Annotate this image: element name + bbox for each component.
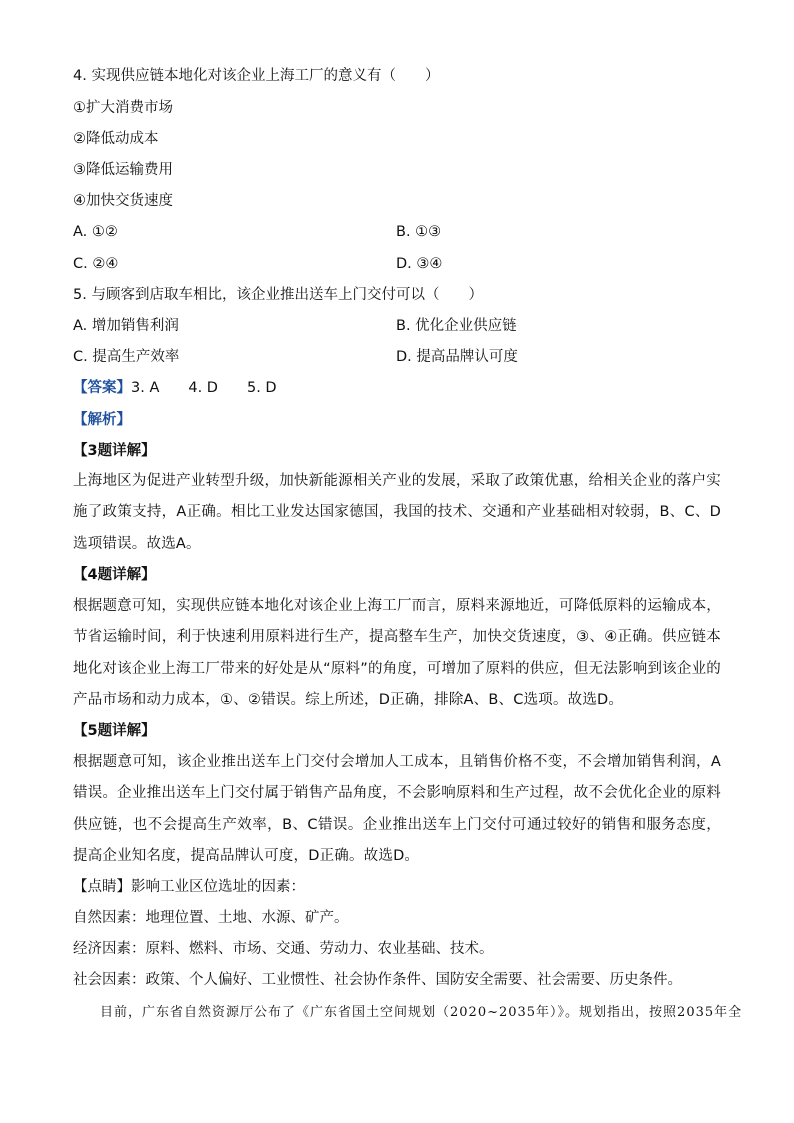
q4-option-c: C. ②④ <box>73 256 119 272</box>
detail3-text: 上海地区为促进产业转型升级，加快新能源相关产业的发展，采取了政策优惠，给相关企业的落户实施了政策支持，A正确。相比工业发达国家德国，我国的技术、交通和产业基础相对较弱，B、C、D选项错误。故选A。 <box>73 473 721 552</box>
detail5-text: 根据题意可知，该企业推出送车上门交付会增加人工成本，且销售价格不变，不会增加销售利润，A错误。企业推出送车上门交付属于销售产品角度，不会影响原料和生产过程，故不会优化企业的原料供应链，也不会提高生产效率，B、C错误。企业推出送车上门交付可通过较好的销售和服务态度，提高企业知名度，提高品牌认可度，D正确。故选D。 <box>73 754 721 864</box>
q4-item-4: ④加快交货速度 <box>73 193 173 209</box>
q5-option-d: D. 提高品牌认可度 <box>396 349 518 365</box>
detail4-label: 【4题详解】 <box>73 567 156 583</box>
answer-line <box>73 378 277 398</box>
analysis-label: 【解析】 <box>73 412 131 428</box>
answer-label: 【答案】 <box>73 380 131 396</box>
q4-item-2: ②降低动成本 <box>73 131 159 147</box>
q4-option-a: A. ①② <box>73 224 118 240</box>
q4-item-3: ③降低运输费用 <box>73 162 173 178</box>
tips-economic: 经济因素：原料、燃料、市场、交通、劳动力、农业基础、技术。 <box>73 941 494 957</box>
q4-option-b: B. ①③ <box>396 224 442 240</box>
q5-stem: 5. 与顾客到店取车相比，该企业推出送车上门交付可以（ ） <box>73 287 483 303</box>
q4-item-1: ①扩大消费市场 <box>73 100 173 116</box>
detail5-label: 【5题详解】 <box>73 723 156 739</box>
answer-text: 3. A 4. D 5. D <box>131 380 277 396</box>
tips-natural: 自然因素：地理位置、土地、水源、矿产。 <box>73 910 349 926</box>
next-passage: 目前，广东省自然资源厅公布了《广东省国土空间规划（2020~2035年）》。规划指出，按照2035年全 <box>100 1005 743 1020</box>
q5-option-b: B. 优化企业供应链 <box>396 318 517 334</box>
q4-stem: 4. 实现供应链本地化对该企业上海工厂的意义有（ ） <box>73 68 440 84</box>
detail4-text: 根据题意可知，实现供应链本地化对该企业上海工厂而言，原料来源地近，可降低原料的运输成本，节省运输时间，利于快速利用原料进行生产，提高整车生产，加快交货速度，③、④正确。供应链本地化对该企业上海工厂带来的好处是从“原料”的角度，可增加了原料的供应，但无法影响到该企业的产品市场和动力成本，①、②错误。综上所述，D正确，排除A、B、C选项。故选D。 <box>73 598 721 708</box>
detail3-label: 【3题详解】 <box>73 443 156 459</box>
tips-social: 社会因素：政策、个人偏好、工业惯性、社会协作条件、国防安全需要、社会需要、历史条件。 <box>73 972 682 988</box>
q5-option-a: A. 增加销售利润 <box>73 318 179 334</box>
q5-option-c: C. 提高生产效率 <box>73 349 180 365</box>
q4-option-d: D. ③④ <box>396 256 443 272</box>
tips-label: 【点睛】影响工业区位选址的因素： <box>73 879 305 895</box>
